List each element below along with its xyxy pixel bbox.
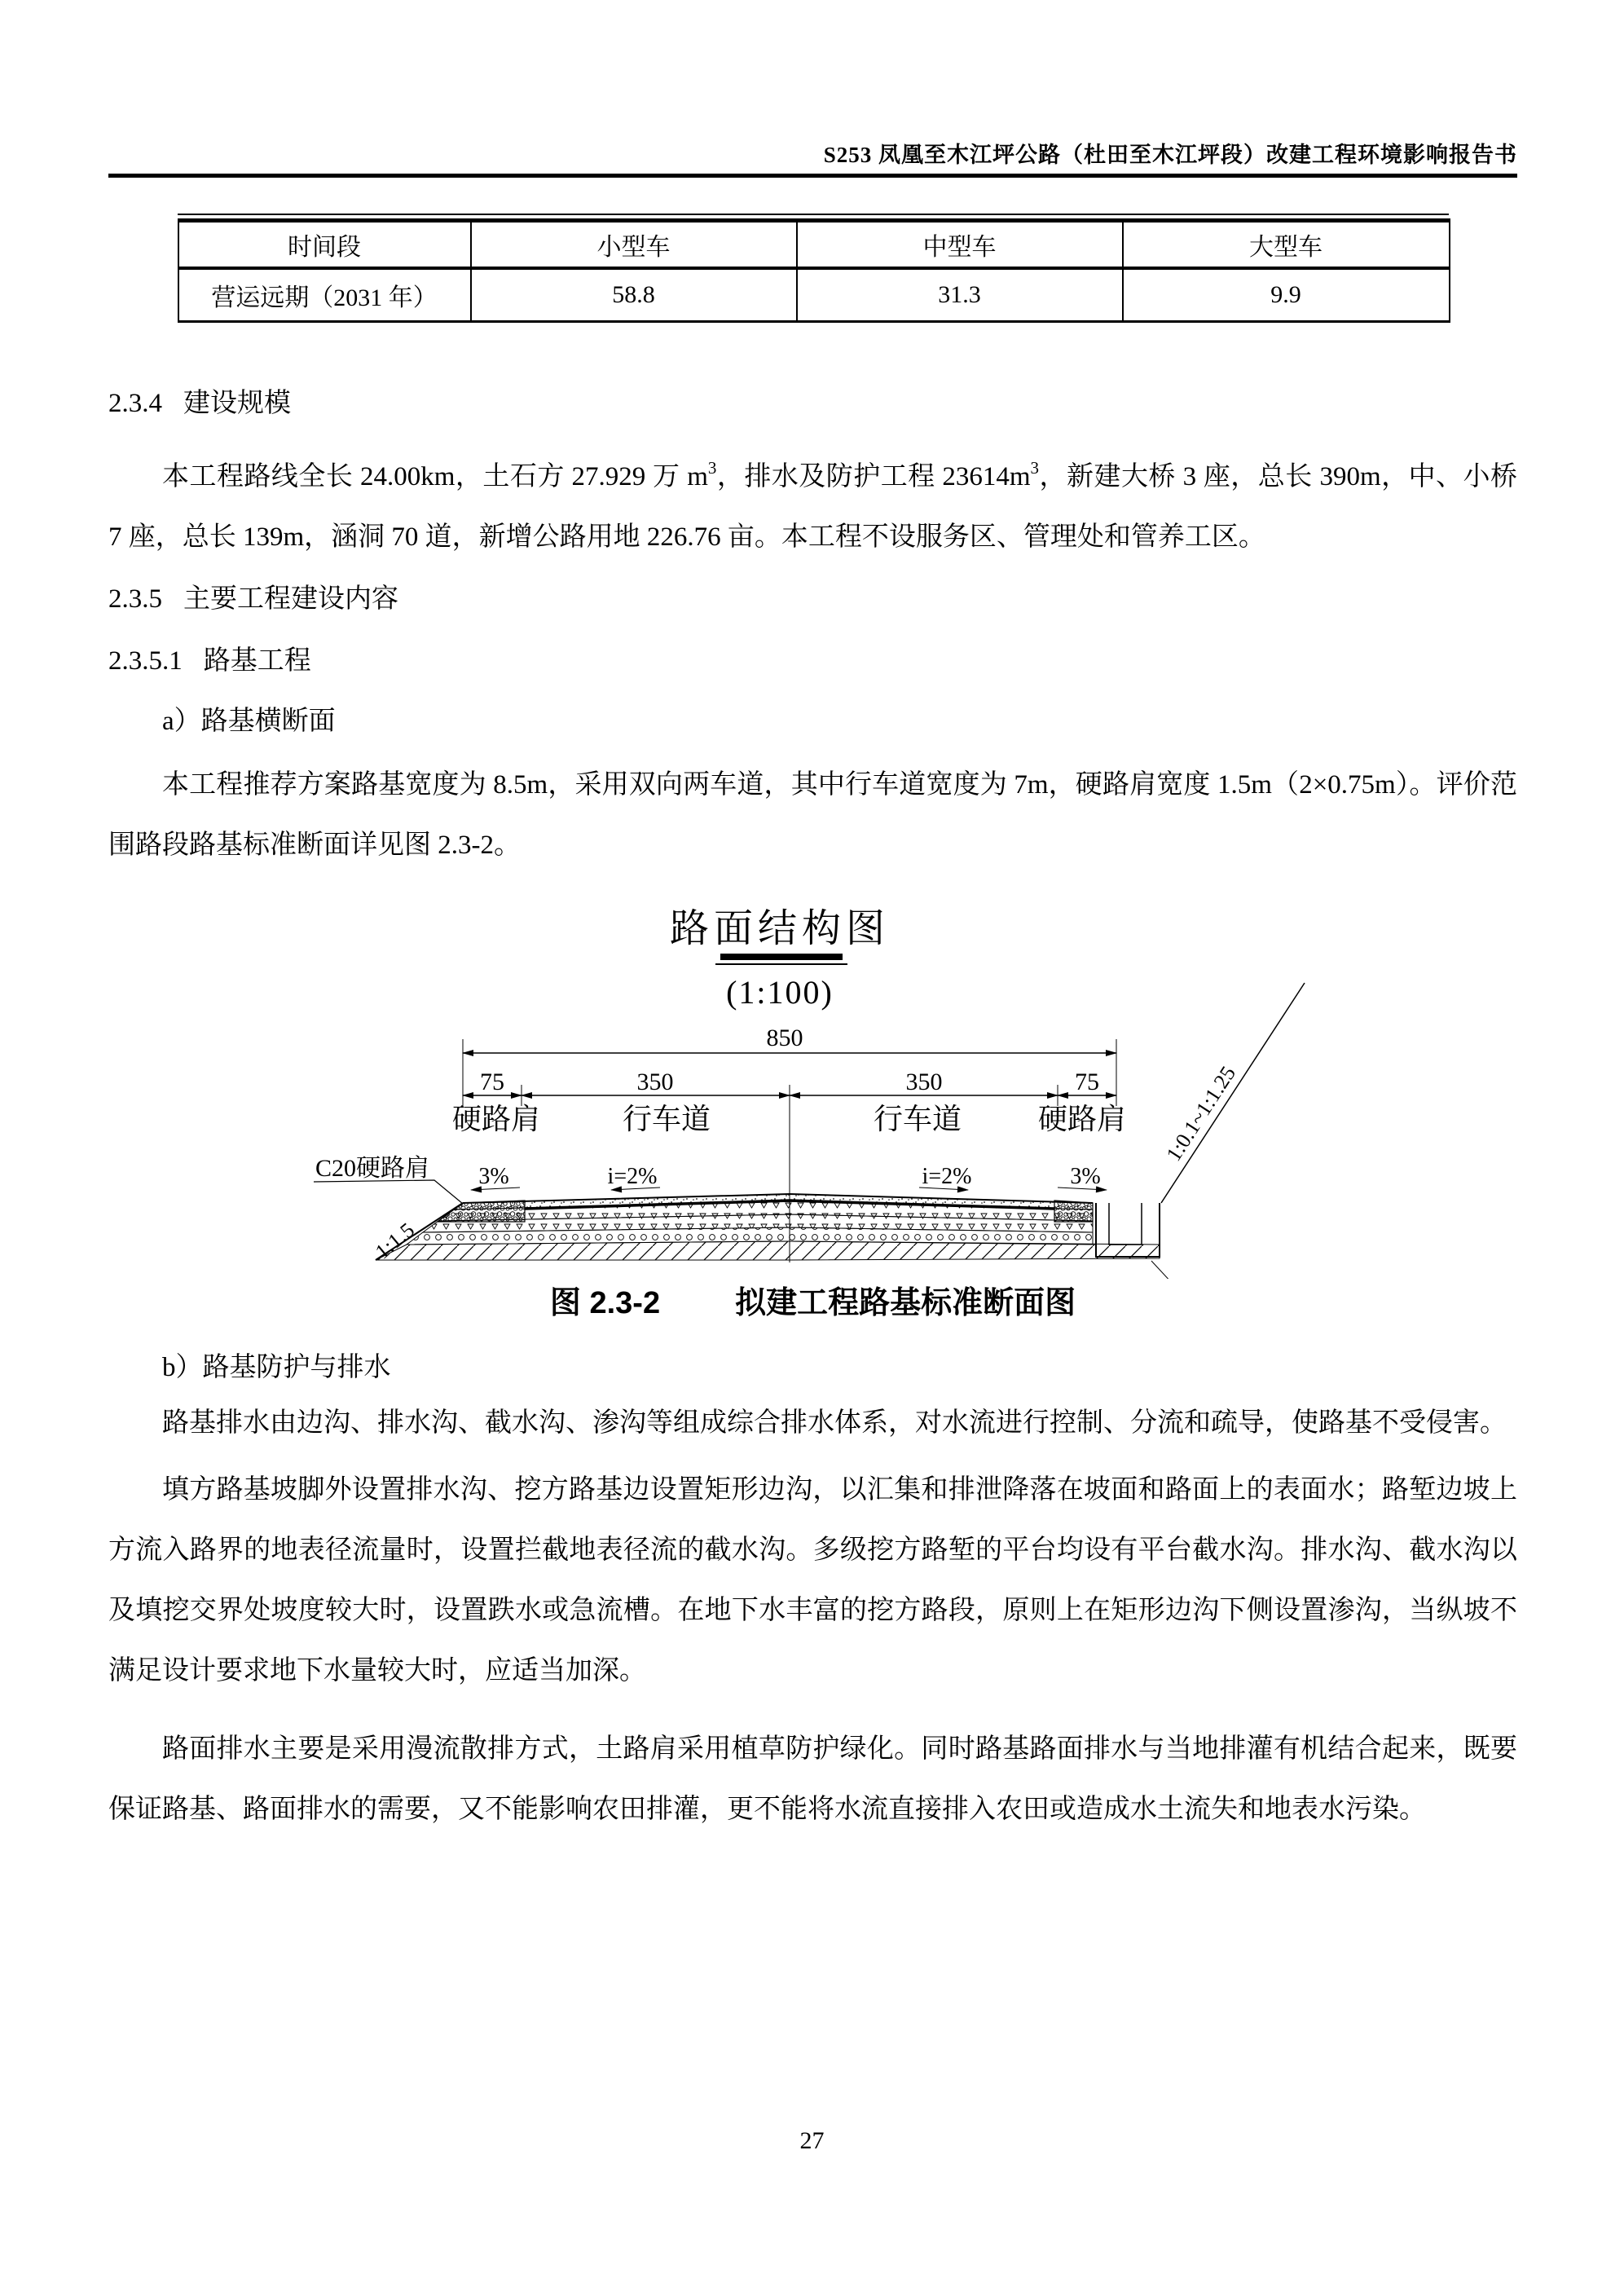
traffic-ratio-table (178, 218, 1450, 323)
heading-number: 2.3.5.1 (108, 646, 183, 676)
heading-2-3-4 (108, 386, 1517, 421)
item-a-heading: a）路基横断面 (162, 707, 336, 736)
cell-small-vehicle: 58.8 (471, 268, 797, 322)
label-left-shoulder: 硬路肩 (451, 1103, 541, 1135)
left-slope-ratio: 1:1.5 (371, 1218, 420, 1264)
paragraph-pavement-drainage: 路面排水主要是采用漫流散排方式，土路肩采用植草防护绿化。同时路基路面排水与当地排灌有机结合起来，既要保证路基、路面排水的需要，又不能影响农田排灌，更不能将水流直接排入农田或造成水土流失和地表水污染。 (108, 1734, 1517, 1824)
dim-right-lane: 350 (905, 1069, 943, 1095)
paragraph-drainage-ditches: 填方路基坡脚外设置排水沟、挖方路基边设置矩形边沟，以汇集和排泄降落在坡面和路面上的表面水；路堑边坡上方流入路界的地表径流量时，设置拦截地表径流的截水沟。多级挖方路堑的平台均设有平台截水沟。排水沟、截水沟以及填挖交界处坡度较大时，设置跌水或急流槽。在地下水丰富的挖方路段，原则上在矩形边沟下侧设置渗沟，当纵坡不满足设计要求地下水量较大时，应适当加深。 (108, 1475, 1517, 1685)
dim-total-850: 850 (766, 1024, 803, 1051)
slope-left-shoulder: 3% (478, 1164, 509, 1189)
title-underline-thin (715, 963, 847, 965)
table-header-row (178, 221, 1450, 269)
dim-right-shoulder: 75 (1075, 1069, 1099, 1095)
title-underline-thick (720, 954, 843, 960)
paragraph-drainage-system: 路基排水由边沟、排水沟、截水沟、渗沟等组成综合排水体系，对水流进行控制、分流和疏导，使路基不受侵害。 (162, 1408, 1507, 1438)
cell-period: 营运远期（2031 年） (178, 268, 471, 322)
figure-title: 路面结构图 (669, 907, 891, 950)
c20-leader-line (314, 1180, 463, 1204)
label-c20-shoulder: C20硬路肩 (315, 1155, 430, 1182)
heading-text: 主要工程建设内容 (183, 584, 398, 614)
label-right-lane: 行车道 (873, 1103, 962, 1135)
traffic-ratio-table-wrap (178, 214, 1449, 323)
text-run: 本工程路线全长 24.00km，土石方 27.929 万 m (162, 462, 708, 491)
text-run: ，排水及防护工程 23614m (716, 462, 1031, 491)
superscript-cubed: 3 (1030, 458, 1040, 478)
heading-number: 2.3.5 (108, 584, 162, 614)
figure-scale: (1:100) (726, 974, 834, 1011)
header-rule (108, 174, 1517, 178)
heading-2-3-5 (108, 582, 1517, 616)
slope-left-lane: i=2% (607, 1164, 658, 1189)
heading-2-3-5-1 (108, 644, 1517, 678)
cut-slope-line-right (1161, 983, 1305, 1203)
right-slope-ratio: 1:0.1~1:1.25 (1161, 1061, 1241, 1165)
table-row (178, 268, 1450, 322)
heading-text: 建设规模 (183, 389, 291, 418)
superscript-cubed: 3 (707, 458, 717, 478)
heading-text: 路基工程 (203, 646, 311, 676)
label-right-shoulder: 硬路肩 (1037, 1103, 1127, 1135)
slope-right-lane: i=2% (922, 1164, 972, 1189)
heading-number: 2.3.4 (108, 389, 162, 418)
col-header-period: 时间段 (178, 221, 471, 269)
layer-subgrade (376, 1241, 1160, 1260)
page-header-title: S253 凤凰至木江坪公路（杜田至木江坪段）改建工程环境影响报告书 (823, 143, 1517, 167)
col-header-large-vehicle: 大型车 (1123, 221, 1450, 269)
text-run: ，新建大桥 3 座，总长 390m，中、小桥 7 座，总长 139m，涵洞 70 道，新增公路用地 226.76 亩。本工程不设服务区、管理处和管养工区。 (108, 462, 1517, 552)
item-b-heading: b）路基防护与排水 (162, 1353, 391, 1382)
label-left-lane: 行车道 (622, 1103, 711, 1135)
cell-medium-vehicle: 31.3 (797, 268, 1123, 322)
ditch-tick-mark (1151, 1261, 1173, 1279)
col-header-medium-vehicle: 中型车 (797, 221, 1123, 269)
dim-left-shoulder: 75 (480, 1069, 504, 1095)
figure-2-3-2 (108, 904, 1517, 1321)
road-cross-section-diagram (108, 904, 1517, 1279)
figure-caption-title: 拟建工程路基标准断面图 (735, 1286, 1076, 1320)
slope-right-shoulder: 3% (1070, 1164, 1101, 1189)
col-header-small-vehicle: 小型车 (471, 221, 797, 269)
paragraph-cross-section: 本工程推荐方案路基宽度为 8.5m，采用双向两车道，其中行车道宽度为 7m，硬路肩宽度 1.5m（2×0.75m）。评价范围路段路基标准断面详见图 2.3-2。 (108, 770, 1517, 860)
c20-shoulder-block-right (1054, 1201, 1093, 1222)
paragraph-construction-scale (108, 447, 1517, 567)
page-number: 27 (799, 2127, 825, 2154)
page-content (108, 0, 1517, 1840)
figure-caption-number: 图 2.3-2 (549, 1286, 661, 1320)
figure-caption (108, 1285, 1517, 1321)
cell-large-vehicle: 9.9 (1123, 268, 1450, 322)
dim-left-lane: 350 (636, 1069, 674, 1095)
side-ditch-inner (1109, 1203, 1142, 1245)
